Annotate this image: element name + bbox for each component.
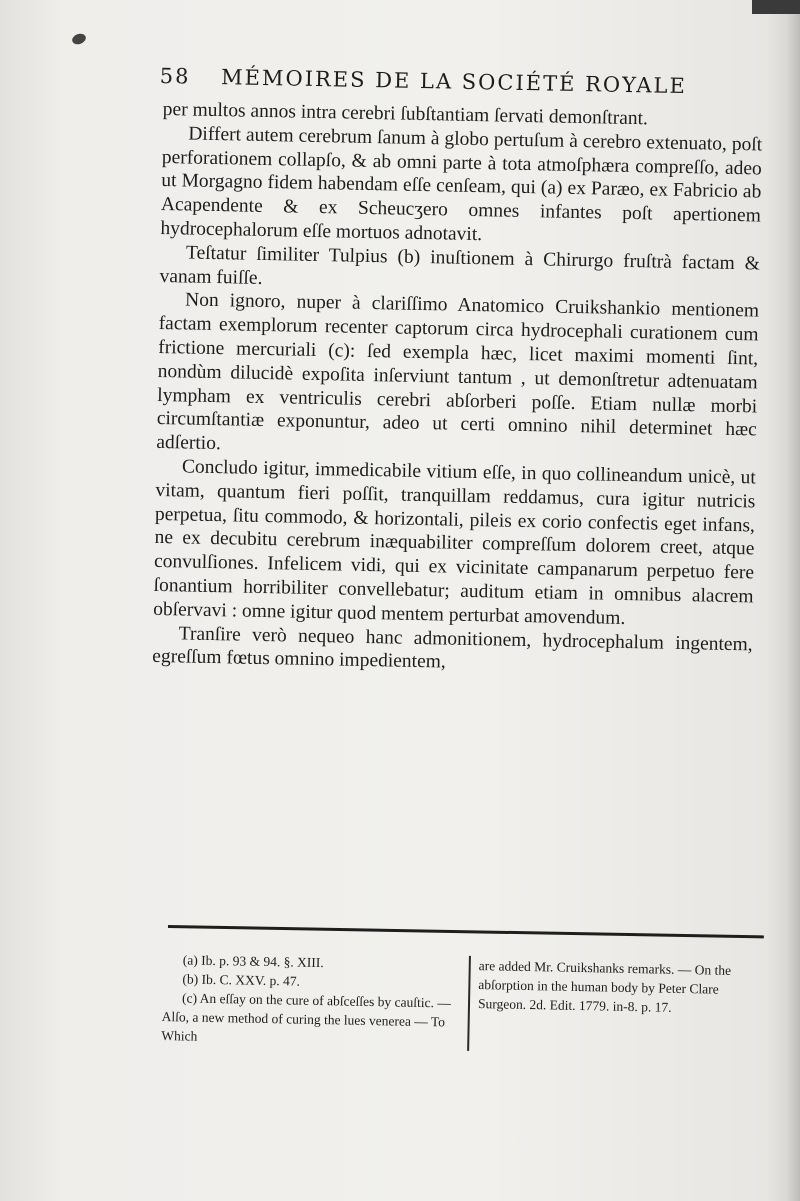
paragraph: Concludo igitur, immedicabile vitium eſſe, in quo collineandum unicè, ut vitam, quantum fieri poſſit, tranquillam reddamus, cura igitur nutricis perpetua, ſitu commodo, & horizontali, pileis ex corio confectis eget infans, ne ex decubitu cerebrum inæquabiliter compreſſum dolorem creet, atque convulſiones. Infelicem vidi, qui ex vicinitate campanarum perpetuo fere ſonantium horribiliter convellebatur; auditum etiam in omnibus alacrem obſervavi : omne igitur quod mentem perturbat amovendum. [152, 456, 757, 629]
running-title: MÉMOIRES DE LA SOCIÉTÉ ROYALE [220, 65, 688, 99]
paragraph: Non ignoro, nuper à clariſſimo Anatomico Cruikshankio mentionem factam exemplorum recenter captorum circa hydrocephali curationem cum frictione mercuriali (c): ſed exempla hæc, licet maximi momenti ſint, nondùm dilucidè expoſita inſerviunt tantum , ut demonſtretur adtenuatam lympham ex ventriculis cerebri abſorberi poſſe. Etiam nullæ morbi circumſtantiæ exponuntur, adeo ut certi omnino nihil determinet hæc adſertio. [156, 289, 760, 455]
page-number: 58 [159, 64, 191, 89]
footnotes-right-column [469, 956, 768, 1057]
paragraph: Differt autem cerebrum ſanum à globo pertuſum à cerebro extenuato, poſt perforationem collapſo, & ab omni parte à tota atmoſphæra compreſſo, adeo ut Morgagno fidem habendam eſſe cenſeam, qui (a) ex Paræo, ex Fabricio ab Acapendente & ex Scheucʒero omnes infantes poſt apertionem hydrocephalorum eſſe mortuos adnotavit. [160, 123, 763, 246]
page-shadow [766, 0, 800, 1201]
footnote-rule [168, 925, 764, 938]
paragraph: Teſtatur ſimiliter Tulpius (b) inuſtionem à Chirurgo fruſtrà factam & vanam fuiſſe. [159, 242, 761, 289]
footnote: (b) Ib. C. XXV. p. 47. [182, 971, 301, 989]
paragraph: per multos annos intra cerebri ſubſtantiam ſervati demonſtrant. [162, 98, 649, 130]
body-text [152, 98, 763, 681]
running-header [160, 64, 720, 99]
footnotes-left-column [161, 950, 471, 1051]
footnotes [161, 950, 768, 1057]
ink-smudge [71, 32, 88, 46]
corner-fold [752, 0, 800, 14]
footnote: (c) An eſſay on the cure of abſceſſes by cauſtic. — Alſo, a new method of curing the lues venerea — To Which [161, 990, 451, 1044]
footnote: (a) Ib. p. 93 & 94. §. XIII. [182, 952, 324, 971]
footnote: are added Mr. Cruikshanks remarks. — On the abſorption in the human body by Peter Clare Surgeon. 2d. Edit. 1779. in-8. p. 17. [477, 958, 732, 1015]
paragraph: Tranſire verò nequeo hanc admonitionem, hydrocephalum ingentem, egreſſum fœtus omnino impedientem, [152, 622, 753, 673]
